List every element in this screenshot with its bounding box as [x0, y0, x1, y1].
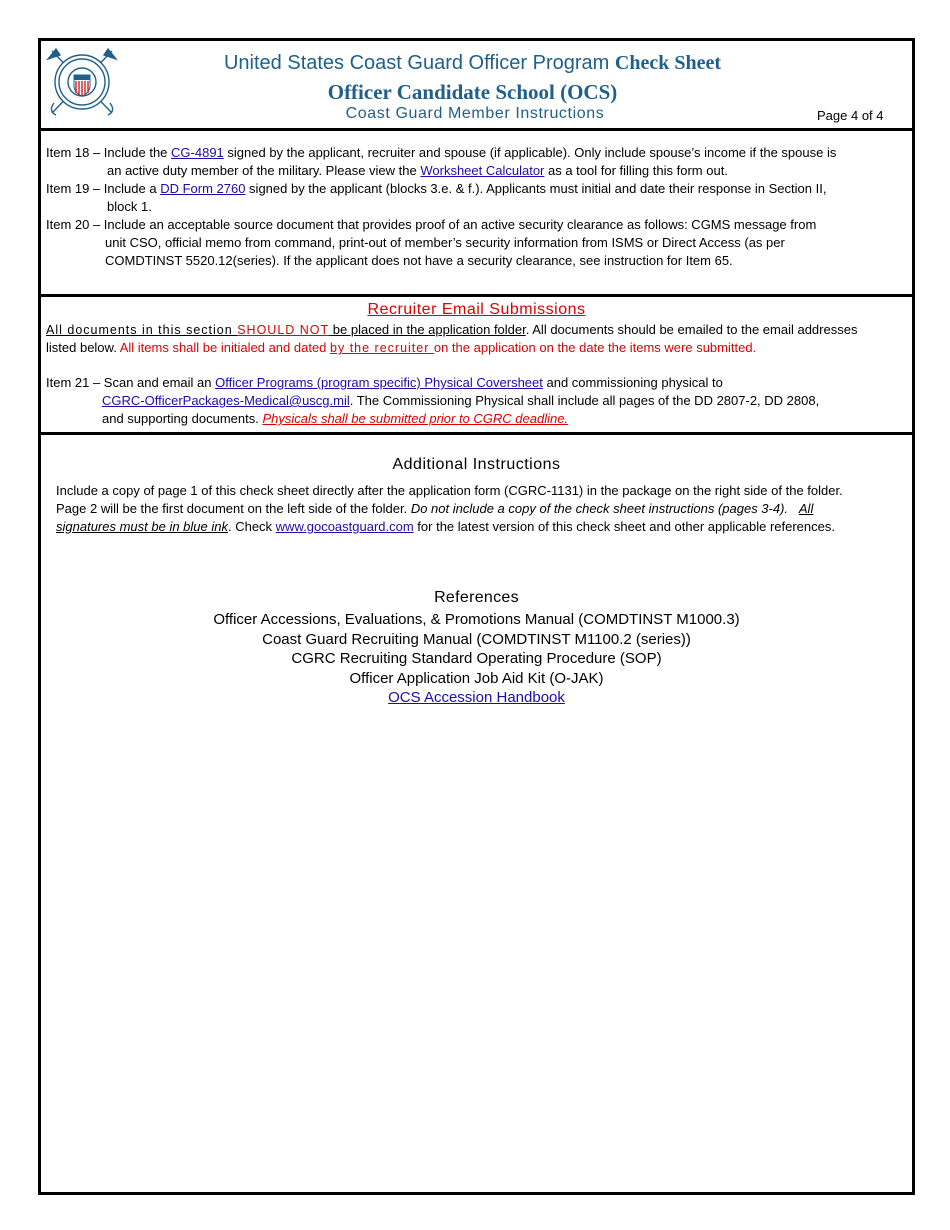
references-heading: References [434, 589, 519, 606]
title-program: United States Coast Guard Officer Program [223, 52, 610, 74]
recruiter-line1: All documents in this section SHOULD NOT be placed in the application folder. All documents should be emailed to the email addresses [46, 322, 858, 337]
item-18-line2: an active duty member of the military. Please view the Worksheet Calculator as a tool for filling this form out. [107, 163, 728, 178]
divider-recruiter [38, 432, 915, 435]
physical-coversheet-link[interactable]: Officer Programs (program specific) Physical Coversheet [215, 375, 543, 390]
worksheet-calculator-link[interactable]: Worksheet Calculator [420, 163, 545, 178]
reference-item: Officer Accessions, Evaluations, & Promotions Manual (COMDTINST M1000.3) [213, 611, 740, 628]
dd-form-2760-link[interactable]: DD Form 2760 [160, 181, 246, 196]
item-21-line2: CGRC-OfficerPackages-Medical@uscg.mil. The Commissioning Physical shall include all pages of the DD 2807-2, DD 2808, [102, 393, 820, 408]
divider-header [38, 128, 915, 131]
reference-item: Officer Application Job Aid Kit (O-JAK) [349, 669, 604, 687]
additional-line2: Page 2 will be the first document on the left side of the folder. Do not include a copy of the check sheet instructions (pages 3-4). All [56, 501, 814, 516]
item-20-line1: Item 20 – Include an acceptable source document that provides proof of an active security clearance as follows: CGMS message from [46, 217, 817, 232]
item-19-line1: Item 19 – Include a DD Form 2760 signed by the applicant (blocks 3.e. & f.). Applicants must initial and date their response in Section II, [46, 181, 827, 196]
recruiter-line2: listed below. All items shall be initialed and dated by the recruiter on the application on the date the items were submitted. [46, 340, 757, 355]
recruiter-section-heading: Recruiter Email Submissions [367, 301, 586, 318]
gocoastguard-link[interactable]: www.gocoastguard.com [275, 519, 414, 534]
additional-line3: signatures must be in blue ink. Check www.gocoastguard.com for the latest version of this check sheet and other applicable references. [56, 519, 835, 534]
reference-item: CGRC Recruiting Standard Operating Procedure (SOP) [291, 650, 662, 667]
title-check-sheet: Check Sheet [614, 52, 722, 74]
coast-guard-seal-icon [44, 45, 120, 119]
medical-email-link[interactable]: CGRC-OfficerPackages-Medical@uscg.mil [102, 393, 350, 408]
page-title [120, 52, 825, 75]
item-20-line2: unit CSO, official memo from command, print-out of member’s security information from ISMS or Direct Access (as per [105, 235, 785, 250]
cg-4891-link[interactable]: CG-4891 [171, 145, 224, 160]
additional-line1: Include a copy of page 1 of this check sheet directly after the application form (CGRC-1131) in the package on the right side of the folder. [56, 483, 843, 498]
item-18-line1: Item 18 – Include the CG-4891 signed by the applicant, recruiter and spouse (if applicable). Only include spouse’s income if the spouse is [46, 145, 837, 160]
references-list [38, 610, 915, 708]
divider-items [38, 294, 915, 297]
item-20-line3: COMDTINST 5520.12(series). If the applicant does not have a security clearance, see instruction for Item 65. [105, 253, 733, 268]
reference-item: Coast Guard Recruiting Manual (COMDTINST M1100.2 (series)) [262, 630, 691, 648]
ocs-accession-handbook-link[interactable]: OCS Accession Handbook [388, 689, 565, 706]
program-name: Officer Candidate School (OCS) [327, 80, 618, 104]
page-number: Page 4 of 4 [817, 108, 884, 123]
item-21-line1: Item 21 – Scan and email an Officer Programs (program specific) Physical Coversheet and commissioning physical to [46, 375, 723, 390]
item-21-line3: and supporting documents. Physicals shall be submitted prior to CGRC deadline. [102, 411, 569, 426]
item-19-line2: block 1. [107, 199, 152, 214]
additional-heading: Additional Instructions [392, 456, 561, 473]
page-subtitle: Coast Guard Member Instructions [345, 105, 605, 122]
